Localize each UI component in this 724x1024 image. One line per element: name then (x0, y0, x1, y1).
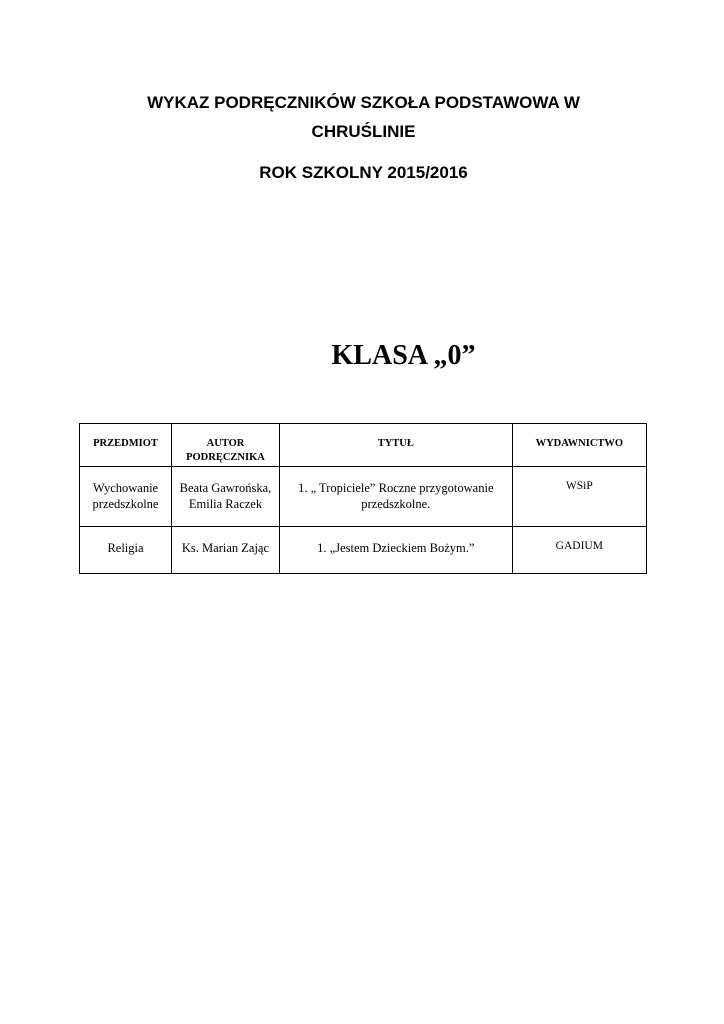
table-row (80, 467, 647, 527)
school-year-heading: ROK SZKOLNY 2015/2016 (259, 163, 468, 182)
column-header-title: TYTUŁ (279, 424, 512, 467)
cell-subject: Religia (80, 527, 172, 574)
cell-publisher: WSiP (512, 467, 646, 527)
cell-subject: Wychowanie przedszkolne (80, 467, 172, 527)
cell-title: 1. „ Tropiciele” Roczne przygotowanie przedszkolne. (279, 467, 512, 527)
table-header-row (80, 424, 647, 467)
document-title-line-2: CHRUŚLINIE (311, 122, 416, 141)
table-row (80, 527, 647, 574)
column-header-publisher: WYDAWNICTWO (512, 424, 646, 467)
cell-author: Ks. Marian Zając (172, 527, 280, 574)
document-title-line-1: WYKAZ PODRĘCZNIKÓW SZKOŁA PODSTAWOWA W (147, 93, 580, 112)
column-header-subject: PRZEDMIOT (80, 424, 172, 467)
class-heading: KLASA „0” (331, 340, 476, 371)
cell-publisher: GADIUM (512, 527, 646, 574)
cell-title: 1. „Jestem Dzieckiem Bożym.” (279, 527, 512, 574)
cell-author: Beata Gawrońska, Emilia Raczek (172, 467, 280, 527)
column-header-author: AUTOR PODRĘCZNIKA (172, 424, 280, 467)
textbook-table (79, 423, 647, 574)
